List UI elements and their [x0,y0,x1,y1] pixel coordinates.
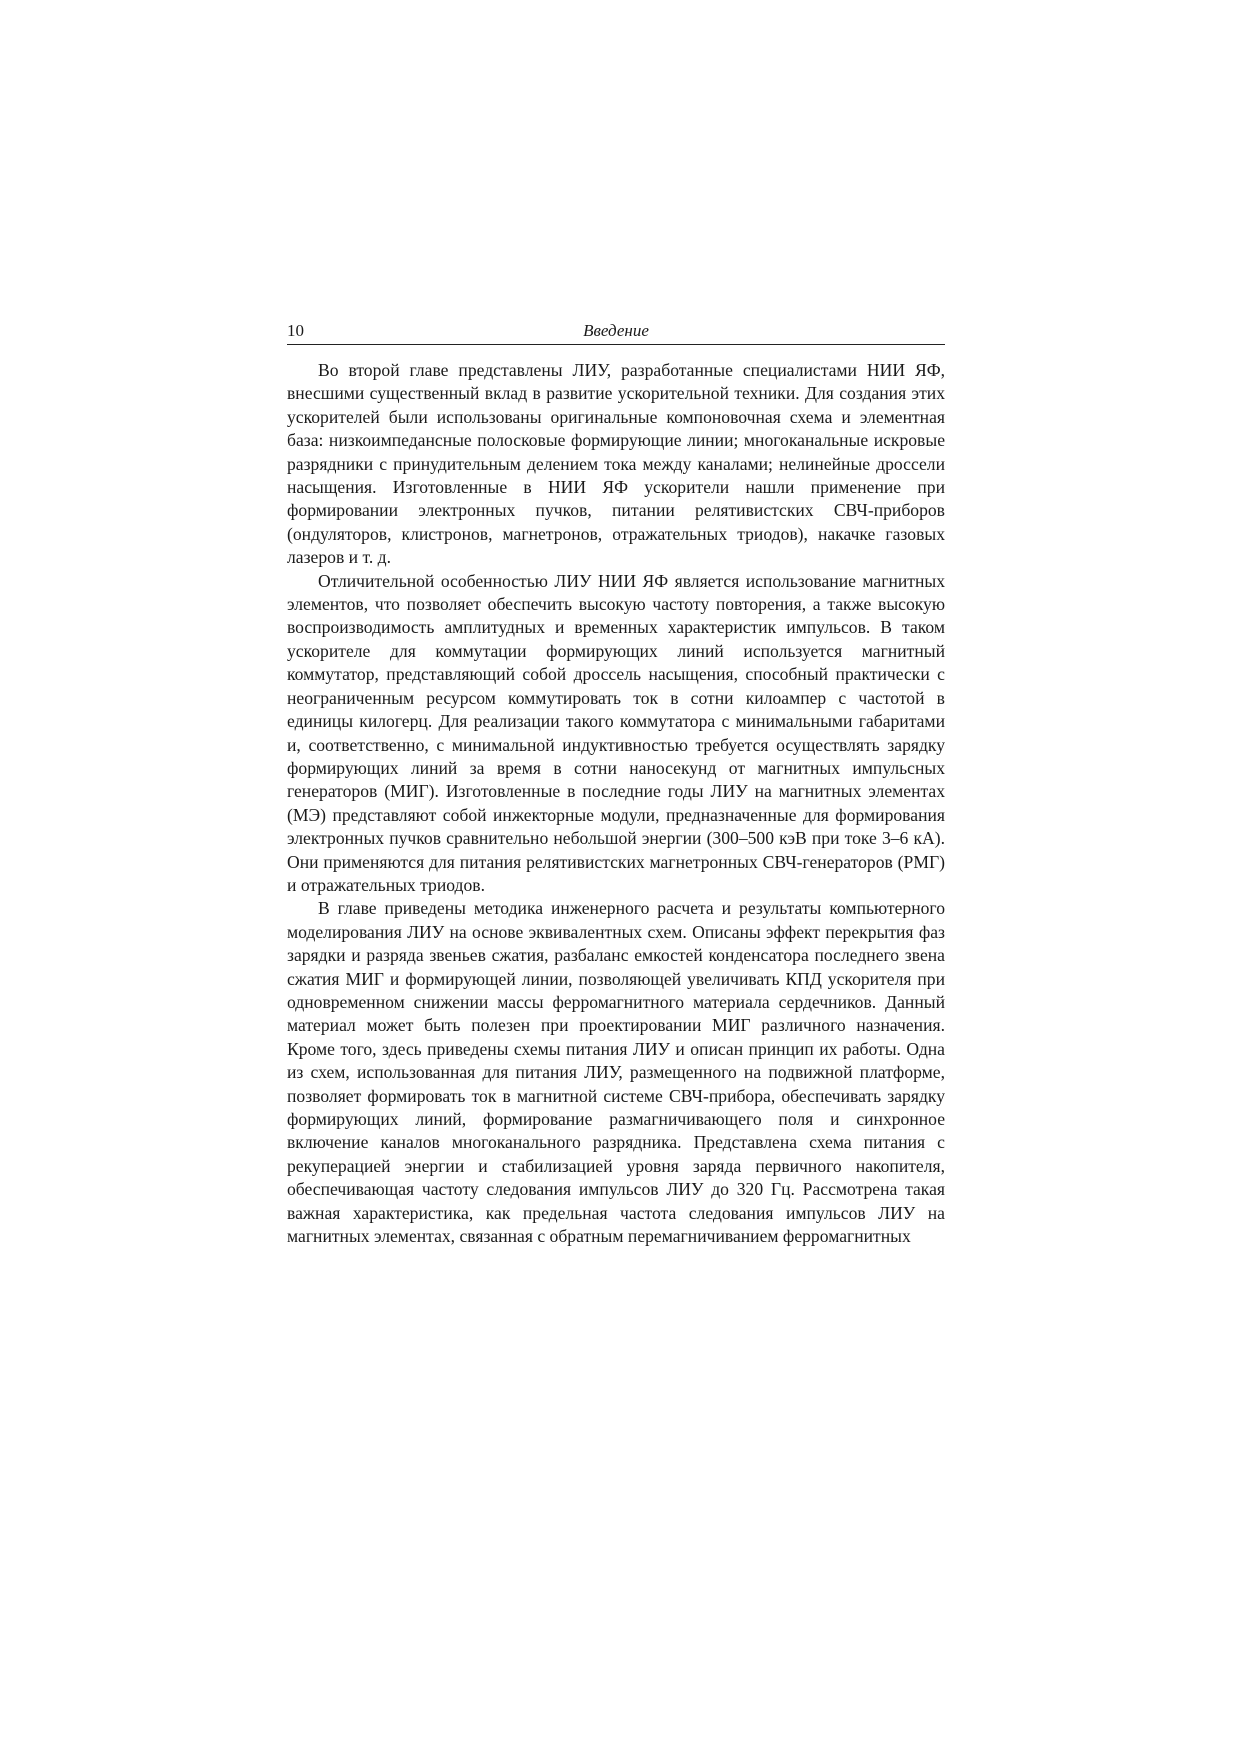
paragraph: Во второй главе представлены ЛИУ, разработанные специалистами НИИ ЯФ, внесшими существенный вклад в развитие ускорительной техники. Для создания этих ускорителей были использованы оригинальные компоновочная схема и элементная база: низкоимпедансные полосковые формирующие линии; многоканальные искровые разрядники с принудительным делением тока между каналами; нелинейные дроссели насыщения. Изготовленные в НИИ ЯФ ускорители нашли применение при формировании электронных пучков, питании релятивистских СВЧ-приборов (ондуляторов, клистронов, магнетронов, отражательных триодов), накачке газовых лазеров и т. д. [287,360,945,568]
book-page [287,318,945,1248]
running-title: Введение [583,321,649,340]
paragraph: В главе приведены методика инженерного расчета и результаты компьютерного моделирования ЛИУ на основе эквивалентных схем. Описаны эффект перекрытия фаз зарядки и разряда звеньев сжатия, разбаланс емкостей конденсатора последнего звена сжатия МИГ и формирующей линии, позволяющей увеличивать КПД ускорителя при одновременном снижении массы ферромагнитного материала сердечников. Данный материал может быть полезен при проектировании МИГ различного назначения. Кроме того, здесь приведены схемы питания ЛИУ и описан принцип их работы. Одна из схем, использованная для питания ЛИУ, размещенного на подвижной платформе, позволяет формировать ток в магнитной системе СВЧ-прибора, обеспечивать зарядку формирующих линий, формирование размагничивающего поля и синхронное включение каналов многоканального разрядника. Представлена схема питания с рекуперацией энергии и стабилизацией уровня заряда первичного накопителя, обеспечивающая частоту следования импульсов ЛИУ до 320 Гц. Рассмотрена такая важная характеристика, как предельная частота следования импульсов ЛИУ на магнитных элементах, связанная с обратным перемагничиванием ферромагнитных [287,898,945,1247]
running-head [287,318,945,345]
page-number: 10 [287,321,304,340]
body-text [287,359,945,1248]
paragraph: Отличительной особенностью ЛИУ НИИ ЯФ является использование магнитных элементов, что позволяет обеспечить высокую частоту повторения, а также высокую воспроизводимость амплитудных и временных характеристик импульсов. В таком ускорителе для коммутации формирующих линий используется магнитный коммутатор, представляющий собой дроссель насыщения, способный практически с неограниченным ресурсом коммутировать ток в сотни килоампер с частотой в единицы килогерц. Для реализации такого коммутатора с минимальными габаритами и, соответственно, с минимальной индуктивностью требуется осуществлять зарядку формирующих линий за время в сотни наносекунд от магнитных импульсных генераторов (МИГ). Изготовленные в последние годы ЛИУ на магнитных элементах (МЭ) представляют собой инжекторные модули, предназначенные для формирования электронных пучков сравнительно небольшой энергии (300–500 кэВ при токе 3–6 кА). Они применяются для питания релятивистских магнетронных СВЧ-генераторов (РМГ) и отражательных триодов. [287,570,945,895]
